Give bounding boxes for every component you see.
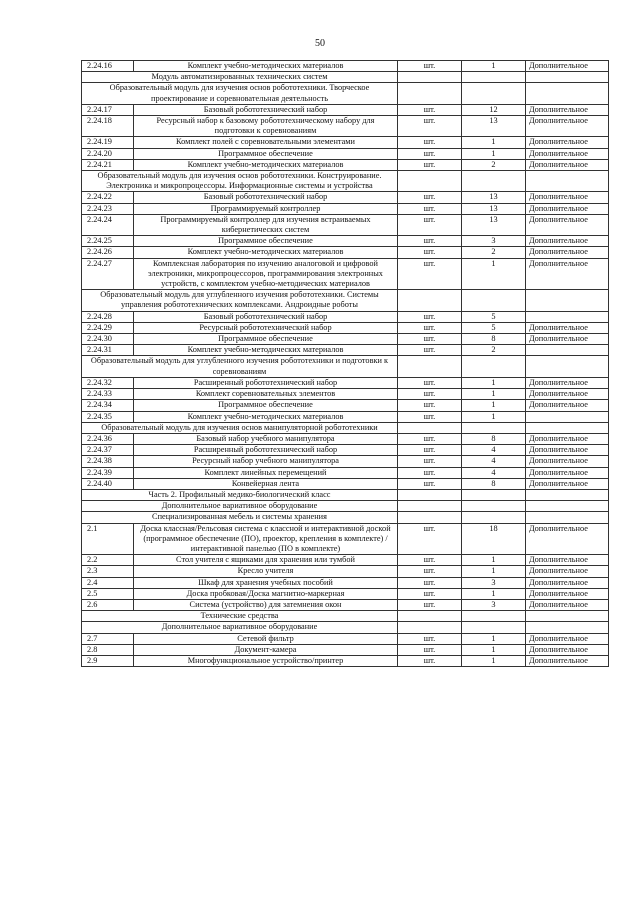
empty-cell [462, 422, 526, 433]
item-unit: шт. [398, 599, 462, 610]
item-quantity: 1 [462, 258, 526, 290]
empty-cell [398, 489, 462, 500]
item-unit: шт. [398, 577, 462, 588]
item-type: Дополнительное [526, 322, 609, 333]
item-quantity: 1 [462, 633, 526, 644]
item-name: Базовый робототехнический набор [134, 311, 398, 322]
empty-cell [398, 83, 462, 104]
item-quantity: 1 [462, 389, 526, 400]
item-quantity: 2 [462, 247, 526, 258]
item-name: Расширенный робототехнический набор [134, 445, 398, 456]
table-row [82, 334, 609, 345]
item-type [526, 411, 609, 422]
empty-cell [398, 422, 462, 433]
item-number: 2.24.35 [82, 411, 134, 422]
item-type: Дополнительное [526, 258, 609, 290]
item-name: Доска пробковая/Доска магнитно-маркерная [134, 588, 398, 599]
item-type: Дополнительное [526, 599, 609, 610]
item-unit: шт. [398, 389, 462, 400]
item-name: Комплект учебно-методических материалов [134, 159, 398, 170]
item-type: Дополнительное [526, 644, 609, 655]
section-heading: Образовательный модуль для изучения основ манипуляторной робототехники [82, 422, 398, 433]
empty-cell [526, 83, 609, 104]
item-name: Комплект учебно-методических материалов [134, 61, 398, 72]
table-row [82, 655, 609, 666]
item-type: Дополнительное [526, 577, 609, 588]
item-name: Программное обеспечение [134, 334, 398, 345]
equipment-table [81, 60, 609, 667]
item-name: Ресурсный робототехнический набор [134, 322, 398, 333]
empty-cell [398, 72, 462, 83]
item-unit: шт. [398, 456, 462, 467]
table-row [82, 467, 609, 478]
item-number: 2.24.25 [82, 236, 134, 247]
item-quantity: 5 [462, 322, 526, 333]
item-quantity: 3 [462, 599, 526, 610]
item-type: Дополнительное [526, 192, 609, 203]
table-row [82, 599, 609, 610]
item-name: Многофункциональное устройство/принтер [134, 655, 398, 666]
item-quantity: 13 [462, 116, 526, 137]
item-name: Кресло учителя [134, 566, 398, 577]
table-row [82, 104, 609, 115]
item-number: 2.24.17 [82, 104, 134, 115]
item-type: Дополнительное [526, 137, 609, 148]
item-unit: шт. [398, 334, 462, 345]
table-row [82, 192, 609, 203]
item-type: Дополнительное [526, 61, 609, 72]
item-quantity: 4 [462, 456, 526, 467]
item-quantity: 13 [462, 214, 526, 235]
item-quantity: 1 [462, 61, 526, 72]
item-type: Дополнительное [526, 433, 609, 444]
item-type: Дополнительное [526, 478, 609, 489]
section-row [82, 501, 609, 512]
table-row [82, 148, 609, 159]
empty-cell [462, 72, 526, 83]
item-type: Дополнительное [526, 523, 609, 555]
item-number: 2.24.18 [82, 116, 134, 137]
item-number: 2.24.19 [82, 137, 134, 148]
item-number: 2.9 [82, 655, 134, 666]
table-row [82, 389, 609, 400]
item-name: Комплект полей с соревновательными элементами [134, 137, 398, 148]
table-row [82, 258, 609, 290]
item-unit: шт. [398, 311, 462, 322]
item-type: Дополнительное [526, 456, 609, 467]
empty-cell [398, 290, 462, 311]
table-row [82, 214, 609, 235]
item-unit: шт. [398, 655, 462, 666]
item-number: 2.1 [82, 523, 134, 555]
section-heading: Модуль автоматизированных технических систем [82, 72, 398, 83]
item-number: 2.24.33 [82, 389, 134, 400]
item-quantity: 12 [462, 104, 526, 115]
item-name: Стол учителя с ящиками для хранения или тумбой [134, 555, 398, 566]
item-quantity: 1 [462, 566, 526, 577]
item-name: Сетевой фильтр [134, 633, 398, 644]
item-name: Конвейерная лента [134, 478, 398, 489]
item-type: Дополнительное [526, 588, 609, 599]
item-number: 2.24.27 [82, 258, 134, 290]
item-unit: шт. [398, 588, 462, 599]
item-unit: шт. [398, 377, 462, 388]
empty-cell [526, 512, 609, 523]
table-row [82, 566, 609, 577]
section-row [82, 489, 609, 500]
item-number: 2.24.21 [82, 159, 134, 170]
item-name: Расширенный робототехнический набор [134, 377, 398, 388]
empty-cell [462, 171, 526, 192]
item-quantity: 1 [462, 655, 526, 666]
item-unit: шт. [398, 137, 462, 148]
table-row [82, 644, 609, 655]
section-row [82, 72, 609, 83]
item-number: 2.24.28 [82, 311, 134, 322]
item-name: Программное обеспечение [134, 400, 398, 411]
empty-cell [526, 72, 609, 83]
item-number: 2.3 [82, 566, 134, 577]
item-unit: шт. [398, 433, 462, 444]
item-quantity: 13 [462, 192, 526, 203]
item-name: Ресурсный набор учебного манипулятора [134, 456, 398, 467]
item-type: Дополнительное [526, 104, 609, 115]
item-unit: шт. [398, 523, 462, 555]
item-type: Дополнительное [526, 400, 609, 411]
item-type: Дополнительное [526, 555, 609, 566]
item-unit: шт. [398, 159, 462, 170]
item-number: 2.24.39 [82, 467, 134, 478]
page-number: 50 [315, 38, 325, 49]
empty-cell [526, 489, 609, 500]
item-quantity: 1 [462, 588, 526, 599]
table-row [82, 400, 609, 411]
empty-cell [462, 622, 526, 633]
item-name: Комплект учебно-методических материалов [134, 411, 398, 422]
table-row [82, 159, 609, 170]
table-row [82, 61, 609, 72]
item-unit: шт. [398, 236, 462, 247]
item-unit: шт. [398, 192, 462, 203]
item-number: 2.24.40 [82, 478, 134, 489]
item-type: Дополнительное [526, 203, 609, 214]
item-type: Дополнительное [526, 389, 609, 400]
item-quantity: 4 [462, 445, 526, 456]
item-number: 2.24.26 [82, 247, 134, 258]
item-unit: шт. [398, 214, 462, 235]
item-quantity: 1 [462, 555, 526, 566]
table-row [82, 555, 609, 566]
item-quantity: 1 [462, 411, 526, 422]
item-number: 2.24.20 [82, 148, 134, 159]
item-number: 2.5 [82, 588, 134, 599]
empty-cell [526, 611, 609, 622]
item-quantity: 1 [462, 137, 526, 148]
item-number: 2.6 [82, 599, 134, 610]
item-number: 2.7 [82, 633, 134, 644]
item-type [526, 345, 609, 356]
section-row [82, 171, 609, 192]
table-row [82, 411, 609, 422]
empty-cell [462, 611, 526, 622]
section-row [82, 611, 609, 622]
table-row [82, 445, 609, 456]
table-row [82, 456, 609, 467]
item-quantity: 3 [462, 236, 526, 247]
section-heading: Образовательный модуль для изучения основ робототехники. Конструирование. Электроника и микропроцессоры. Информационные системы и устройства [82, 171, 398, 192]
table-row [82, 433, 609, 444]
item-unit: шт. [398, 566, 462, 577]
empty-cell [398, 501, 462, 512]
item-quantity: 2 [462, 345, 526, 356]
table-row [82, 116, 609, 137]
item-number: 2.2 [82, 555, 134, 566]
item-type: Дополнительное [526, 377, 609, 388]
item-type: Дополнительное [526, 445, 609, 456]
item-unit: шт. [398, 258, 462, 290]
item-number: 2.24.30 [82, 334, 134, 345]
item-name: Комплект соревновательных элементов [134, 389, 398, 400]
section-row [82, 356, 609, 377]
empty-cell [526, 290, 609, 311]
item-number: 2.24.16 [82, 61, 134, 72]
section-heading: Дополнительное вариативное оборудование [82, 622, 398, 633]
empty-cell [398, 611, 462, 622]
empty-cell [462, 356, 526, 377]
item-type: Дополнительное [526, 566, 609, 577]
empty-cell [526, 356, 609, 377]
item-quantity: 8 [462, 433, 526, 444]
section-row [82, 290, 609, 311]
item-quantity: 1 [462, 377, 526, 388]
item-quantity: 4 [462, 467, 526, 478]
table-row [82, 137, 609, 148]
item-unit: шт. [398, 104, 462, 115]
item-type: Дополнительное [526, 214, 609, 235]
item-unit: шт. [398, 61, 462, 72]
empty-cell [398, 171, 462, 192]
item-quantity: 8 [462, 334, 526, 345]
section-heading: Часть 2. Профильный медико-биологический класс [82, 489, 398, 500]
item-unit: шт. [398, 467, 462, 478]
item-type: Дополнительное [526, 247, 609, 258]
item-type [526, 311, 609, 322]
table-row [82, 523, 609, 555]
empty-cell [462, 290, 526, 311]
item-number: 2.24.36 [82, 433, 134, 444]
item-unit: шт. [398, 345, 462, 356]
section-heading: Дополнительное вариативное оборудование [82, 501, 398, 512]
item-type: Дополнительное [526, 334, 609, 345]
item-number: 2.24.24 [82, 214, 134, 235]
item-name: Программное обеспечение [134, 236, 398, 247]
table-row [82, 633, 609, 644]
item-quantity: 5 [462, 311, 526, 322]
section-row [82, 512, 609, 523]
item-number: 2.24.23 [82, 203, 134, 214]
item-quantity: 2 [462, 159, 526, 170]
equipment-table-body [82, 61, 609, 667]
item-name: Программируемый контроллер для изучения встраиваемых кибернетических систем [134, 214, 398, 235]
item-number: 2.8 [82, 644, 134, 655]
section-heading: Образовательный модуль для изучения основ робототехники. Творческое проектирование и соревновательная деятельность [82, 83, 398, 104]
item-unit: шт. [398, 555, 462, 566]
item-quantity: 1 [462, 644, 526, 655]
item-name: Система (устройство) для затемнения окон [134, 599, 398, 610]
item-number: 2.24.34 [82, 400, 134, 411]
item-number: 2.24.38 [82, 456, 134, 467]
item-quantity: 1 [462, 148, 526, 159]
item-unit: шт. [398, 148, 462, 159]
empty-cell [526, 422, 609, 433]
empty-cell [526, 501, 609, 512]
item-unit: шт. [398, 116, 462, 137]
empty-cell [462, 512, 526, 523]
table-row [82, 377, 609, 388]
item-quantity: 3 [462, 577, 526, 588]
item-type: Дополнительное [526, 116, 609, 137]
item-type: Дополнительное [526, 148, 609, 159]
item-name: Программное обеспечение [134, 148, 398, 159]
empty-cell [526, 171, 609, 192]
section-row [82, 422, 609, 433]
empty-cell [462, 489, 526, 500]
section-row [82, 622, 609, 633]
empty-cell [526, 622, 609, 633]
table-row [82, 236, 609, 247]
item-unit: шт. [398, 478, 462, 489]
item-name: Базовый робототехнический набор [134, 104, 398, 115]
item-unit: шт. [398, 411, 462, 422]
empty-cell [462, 501, 526, 512]
table-row [82, 247, 609, 258]
item-unit: шт. [398, 203, 462, 214]
item-type: Дополнительное [526, 655, 609, 666]
table-row [82, 478, 609, 489]
item-name: Комплект линейных перемещений [134, 467, 398, 478]
item-name: Ресурсный набор к базовому робототехническому набору для подготовки к соревнованиям [134, 116, 398, 137]
empty-cell [398, 622, 462, 633]
item-name: Шкаф для хранения учебных пособий [134, 577, 398, 588]
item-unit: шт. [398, 445, 462, 456]
section-heading: Технические средства [82, 611, 398, 622]
item-quantity: 1 [462, 400, 526, 411]
item-number: 2.4 [82, 577, 134, 588]
item-unit: шт. [398, 322, 462, 333]
table-row [82, 203, 609, 214]
item-unit: шт. [398, 400, 462, 411]
empty-cell [462, 83, 526, 104]
table-row [82, 588, 609, 599]
item-name: Документ-камера [134, 644, 398, 655]
empty-cell [398, 356, 462, 377]
section-row [82, 83, 609, 104]
item-name: Программируемый контроллер [134, 203, 398, 214]
item-number: 2.24.37 [82, 445, 134, 456]
table-row [82, 577, 609, 588]
item-type: Дополнительное [526, 159, 609, 170]
item-quantity: 8 [462, 478, 526, 489]
item-number: 2.24.32 [82, 377, 134, 388]
item-number: 2.24.29 [82, 322, 134, 333]
item-unit: шт. [398, 247, 462, 258]
section-heading: Образовательный модуль для углубленного изучения робототехники и подготовки к соревнованиям [82, 356, 398, 377]
item-type: Дополнительное [526, 467, 609, 478]
item-type: Дополнительное [526, 236, 609, 247]
section-heading: Специализированная мебель и системы хранения [82, 512, 398, 523]
table-row [82, 322, 609, 333]
item-name: Базовый робототехнический набор [134, 192, 398, 203]
item-type: Дополнительное [526, 633, 609, 644]
item-unit: шт. [398, 633, 462, 644]
item-unit: шт. [398, 644, 462, 655]
section-heading: Образовательный модуль для углубленного изучения робототехники. Системы управления робототехнических комплексами. Андроидные роботы [82, 290, 398, 311]
item-name: Базовый набор учебного манипулятора [134, 433, 398, 444]
table-row [82, 311, 609, 322]
item-quantity: 18 [462, 523, 526, 555]
item-number: 2.24.31 [82, 345, 134, 356]
item-name: Комплект учебно-методических материалов [134, 247, 398, 258]
table-row [82, 345, 609, 356]
item-quantity: 13 [462, 203, 526, 214]
item-name: Комплексная лаборатория по изучению аналоговой и цифровой электроники, микропроцессоров, программирования электронных устройств, с комплектом учебно-методических материалов [134, 258, 398, 290]
empty-cell [398, 512, 462, 523]
item-name: Доска классная/Рельсовая система с классной и интерактивной доской (программное обеспечение (ПО), проектор, крепления в комплекте) / интерактивной панелью (ПО в комплекте) [134, 523, 398, 555]
item-name: Комплект учебно-методических материалов [134, 345, 398, 356]
item-number: 2.24.22 [82, 192, 134, 203]
